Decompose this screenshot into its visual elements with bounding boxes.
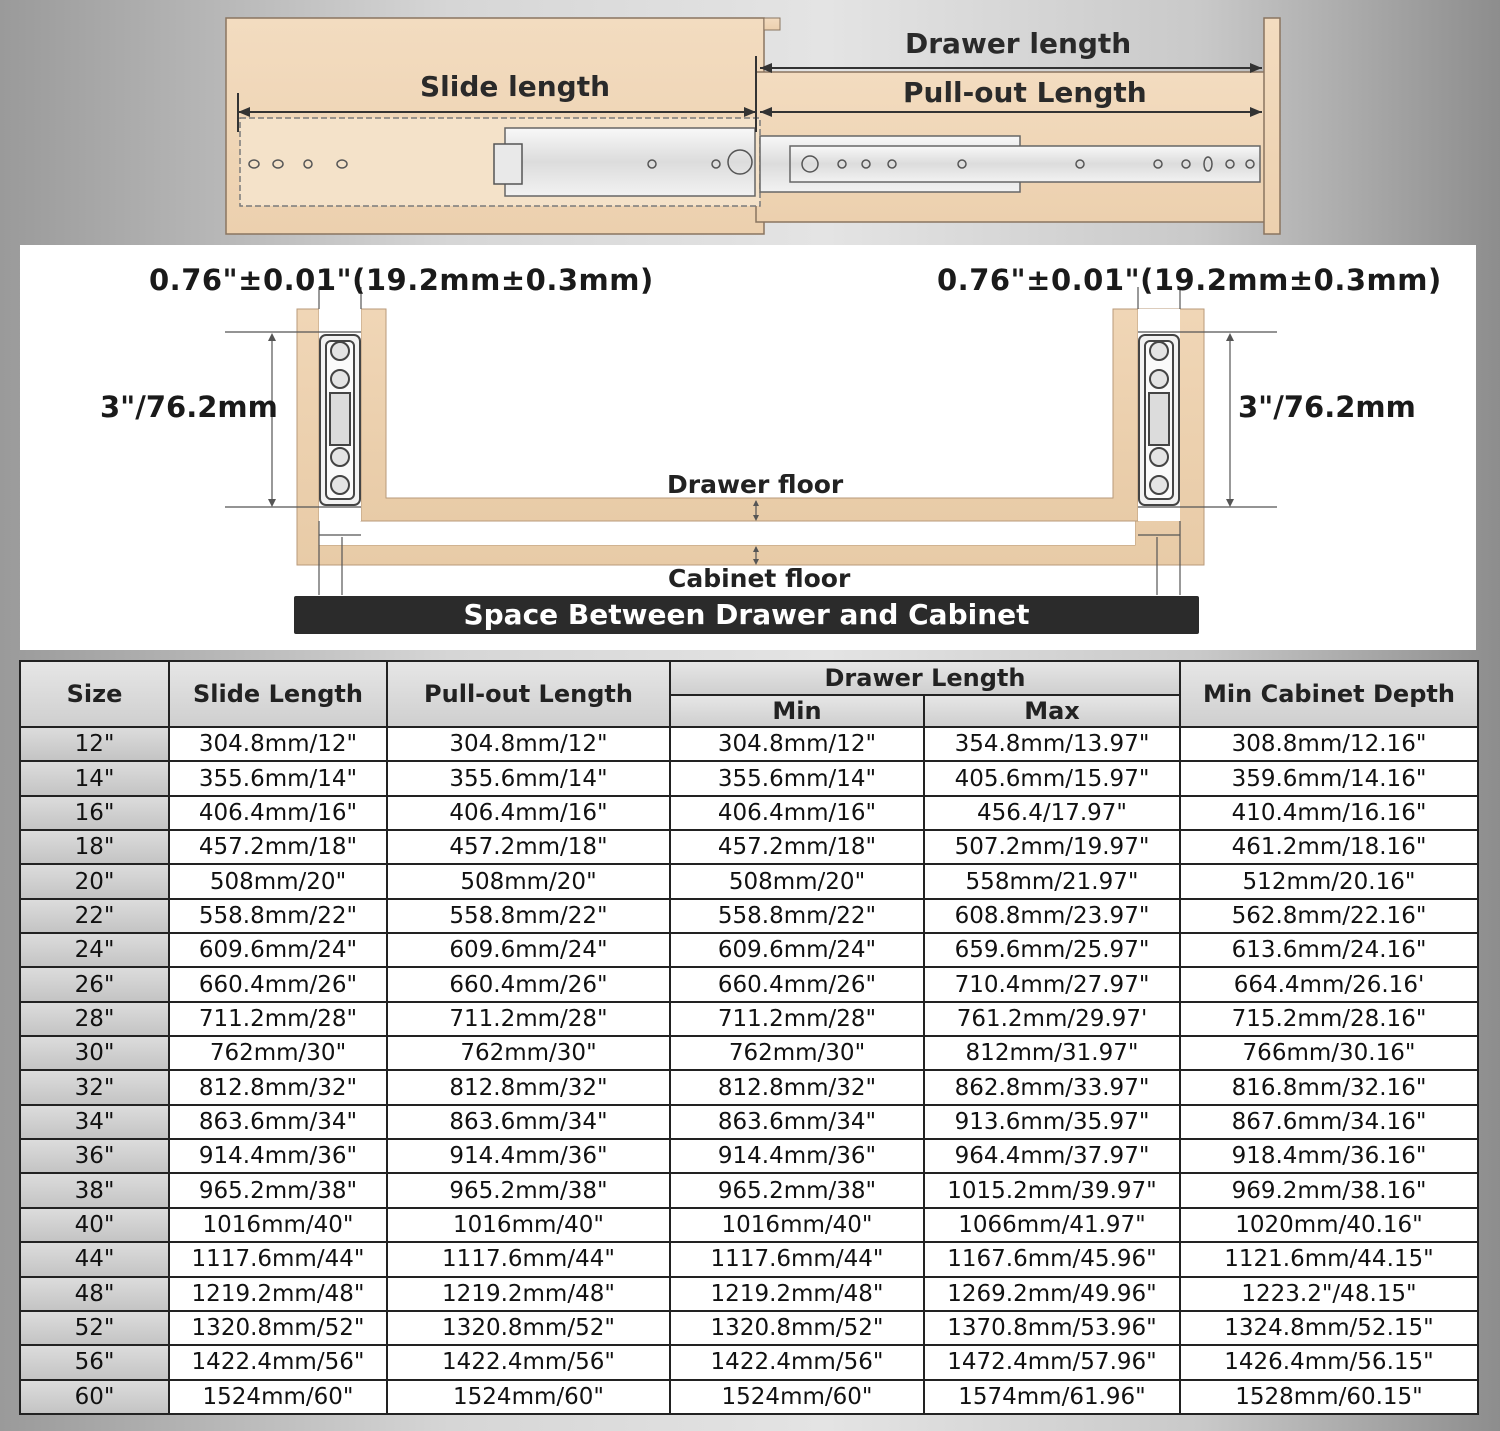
cabinet-floor-label: Cabinet floor — [668, 564, 851, 593]
size-cell: 48" — [20, 1277, 169, 1311]
size-cell: 56" — [20, 1345, 169, 1379]
min-cabinet-depth-cell: 918.4mm/36.16" — [1180, 1139, 1478, 1173]
min-cabinet-depth-cell: 1426.4mm/56.15" — [1180, 1345, 1478, 1379]
min-cabinet-depth-cell: 461.2mm/18.16" — [1180, 830, 1478, 864]
drawer-min-cell: 457.2mm/18" — [670, 830, 924, 864]
drawer-min-cell: 355.6mm/14" — [670, 761, 924, 795]
pullout-length-cell: 914.4mm/36" — [387, 1139, 670, 1173]
min-cabinet-depth-cell: 969.2mm/38.16" — [1180, 1173, 1478, 1207]
slide-length-cell: 711.2mm/28" — [169, 1002, 387, 1036]
drawer-min-cell: 1016mm/40" — [670, 1208, 924, 1242]
size-cell: 16" — [20, 796, 169, 830]
drawer-min-cell: 914.4mm/36" — [670, 1139, 924, 1173]
drawer-max-cell: 456.4/17.97" — [924, 796, 1180, 830]
table-row — [20, 1002, 1478, 1036]
drawer-min-cell: 1422.4mm/56" — [670, 1345, 924, 1379]
size-cell: 26" — [20, 967, 169, 1001]
slide-length-cell: 609.6mm/24" — [169, 933, 387, 967]
size-cell: 14" — [20, 761, 169, 795]
drawer-min-cell: 406.4mm/16" — [670, 796, 924, 830]
header-drawer-max: Max — [924, 695, 1180, 727]
drawer-max-cell: 1472.4mm/57.96" — [924, 1345, 1180, 1379]
header-slide-length: Slide Length — [169, 661, 387, 727]
pullout-length-cell: 508mm/20" — [387, 864, 670, 898]
drawer-min-cell: 1219.2mm/48" — [670, 1277, 924, 1311]
size-cell: 38" — [20, 1173, 169, 1207]
pullout-length-cell: 609.6mm/24" — [387, 933, 670, 967]
slide-length-label: Slide length — [420, 70, 611, 103]
table-row — [20, 1036, 1478, 1070]
pullout-length-cell: 1016mm/40" — [387, 1208, 670, 1242]
spec-table-body — [20, 727, 1478, 1414]
slide-length-diagram — [0, 0, 1500, 240]
min-cabinet-depth-cell: 816.8mm/32.16" — [1180, 1070, 1478, 1104]
min-cabinet-depth-cell: 1020mm/40.16" — [1180, 1208, 1478, 1242]
table-row — [20, 1173, 1478, 1207]
left-clearance-label: 0.76"±0.01"(19.2mm±0.3mm) — [149, 263, 654, 297]
size-cell: 34" — [20, 1105, 169, 1139]
table-row — [20, 727, 1478, 761]
drawer-max-cell: 405.6mm/15.97" — [924, 761, 1180, 795]
slide-length-cell: 965.2mm/38" — [169, 1173, 387, 1207]
size-cell: 30" — [20, 1036, 169, 1070]
table-row — [20, 1277, 1478, 1311]
drawer-max-cell: 1269.2mm/49.96" — [924, 1277, 1180, 1311]
table-row — [20, 1380, 1478, 1414]
slide-length-cell: 914.4mm/36" — [169, 1139, 387, 1173]
table-row — [20, 1139, 1478, 1173]
pullout-length-cell: 1117.6mm/44" — [387, 1242, 670, 1276]
slide-length-cell: 355.6mm/14" — [169, 761, 387, 795]
drawer-max-cell: 862.8mm/33.97" — [924, 1070, 1180, 1104]
min-cabinet-depth-cell: 664.4mm/26.16' — [1180, 967, 1478, 1001]
slide-length-cell: 1117.6mm/44" — [169, 1242, 387, 1276]
slide-length-cell: 558.8mm/22" — [169, 899, 387, 933]
drawer-floor-label: Drawer floor — [667, 470, 844, 499]
drawer-max-cell: 1167.6mm/45.96" — [924, 1242, 1180, 1276]
cross-section-panel — [20, 245, 1476, 650]
pullout-length-cell: 1219.2mm/48" — [387, 1277, 670, 1311]
table-row — [20, 1242, 1478, 1276]
table-row — [20, 1105, 1478, 1139]
space-banner: Space Between Drawer and Cabinet — [294, 596, 1199, 634]
size-cell: 18" — [20, 830, 169, 864]
drawer-min-cell: 304.8mm/12" — [670, 727, 924, 761]
min-cabinet-depth-cell: 512mm/20.16" — [1180, 864, 1478, 898]
header-min-cabinet-depth: Min Cabinet Depth — [1180, 661, 1478, 727]
pullout-length-label: Pull-out Length — [903, 76, 1147, 109]
pullout-length-cell: 812.8mm/32" — [387, 1070, 670, 1104]
table-row — [20, 899, 1478, 933]
drawer-max-cell: 812mm/31.97" — [924, 1036, 1180, 1070]
slide-length-illustration — [0, 0, 1500, 240]
slide-length-cell: 508mm/20" — [169, 864, 387, 898]
pullout-length-cell: 457.2mm/18" — [387, 830, 670, 864]
min-cabinet-depth-cell: 562.8mm/22.16" — [1180, 899, 1478, 933]
pullout-length-cell: 1524mm/60" — [387, 1380, 670, 1414]
drawer-max-cell: 558mm/21.97" — [924, 864, 1180, 898]
table-row — [20, 933, 1478, 967]
size-cell: 36" — [20, 1139, 169, 1173]
pullout-length-cell: 660.4mm/26" — [387, 967, 670, 1001]
pullout-length-cell: 762mm/30" — [387, 1036, 670, 1070]
min-cabinet-depth-cell: 410.4mm/16.16" — [1180, 796, 1478, 830]
table-row — [20, 761, 1478, 795]
slide-length-cell: 1016mm/40" — [169, 1208, 387, 1242]
slide-length-cell: 762mm/30" — [169, 1036, 387, 1070]
drawer-min-cell: 660.4mm/26" — [670, 967, 924, 1001]
table-row — [20, 967, 1478, 1001]
size-cell: 44" — [20, 1242, 169, 1276]
table-row — [20, 796, 1478, 830]
slide-length-cell: 1320.8mm/52" — [169, 1311, 387, 1345]
drawer-max-cell: 1015.2mm/39.97" — [924, 1173, 1180, 1207]
drawer-max-cell: 1574mm/61.96" — [924, 1380, 1180, 1414]
min-cabinet-depth-cell: 613.6mm/24.16" — [1180, 933, 1478, 967]
drawer-min-cell: 863.6mm/34" — [670, 1105, 924, 1139]
size-cell: 60" — [20, 1380, 169, 1414]
right-clearance-label: 0.76"±0.01"(19.2mm±0.3mm) — [937, 263, 1442, 297]
drawer-max-cell: 1370.8mm/53.96" — [924, 1311, 1180, 1345]
slide-length-cell: 812.8mm/32" — [169, 1070, 387, 1104]
min-cabinet-depth-cell: 359.6mm/14.16" — [1180, 761, 1478, 795]
size-cell: 32" — [20, 1070, 169, 1104]
slide-length-cell: 1524mm/60" — [169, 1380, 387, 1414]
drawer-min-cell: 762mm/30" — [670, 1036, 924, 1070]
size-cell: 22" — [20, 899, 169, 933]
min-cabinet-depth-cell: 308.8mm/12.16" — [1180, 727, 1478, 761]
slide-length-cell: 660.4mm/26" — [169, 967, 387, 1001]
left-height-label: 3"/76.2mm — [100, 390, 278, 424]
size-cell: 28" — [20, 1002, 169, 1036]
drawer-max-cell: 608.8mm/23.97" — [924, 899, 1180, 933]
min-cabinet-depth-cell: 1121.6mm/44.15" — [1180, 1242, 1478, 1276]
header-pullout-length: Pull-out Length — [387, 661, 670, 727]
table-row — [20, 1208, 1478, 1242]
table-row — [20, 864, 1478, 898]
slide-length-cell: 304.8mm/12" — [169, 727, 387, 761]
pullout-length-cell: 1320.8mm/52" — [387, 1311, 670, 1345]
table-row — [20, 1345, 1478, 1379]
drawer-min-cell: 1320.8mm/52" — [670, 1311, 924, 1345]
table-row — [20, 1070, 1478, 1104]
drawer-min-cell: 711.2mm/28" — [670, 1002, 924, 1036]
slide-length-cell: 1219.2mm/48" — [169, 1277, 387, 1311]
drawer-max-cell: 761.2mm/29.97' — [924, 1002, 1180, 1036]
drawer-max-cell: 507.2mm/19.97" — [924, 830, 1180, 864]
drawer-max-cell: 964.4mm/37.97" — [924, 1139, 1180, 1173]
size-spec-table — [19, 660, 1479, 1415]
size-cell: 20" — [20, 864, 169, 898]
min-cabinet-depth-cell: 1528mm/60.15" — [1180, 1380, 1478, 1414]
size-cell: 12" — [20, 727, 169, 761]
min-cabinet-depth-cell: 715.2mm/28.16" — [1180, 1002, 1478, 1036]
drawer-min-cell: 965.2mm/38" — [670, 1173, 924, 1207]
drawer-max-cell: 1066mm/41.97" — [924, 1208, 1180, 1242]
slide-length-cell: 863.6mm/34" — [169, 1105, 387, 1139]
pullout-length-cell: 1422.4mm/56" — [387, 1345, 670, 1379]
drawer-max-cell: 354.8mm/13.97" — [924, 727, 1180, 761]
pullout-length-cell: 406.4mm/16" — [387, 796, 670, 830]
drawer-min-cell: 1117.6mm/44" — [670, 1242, 924, 1276]
drawer-max-cell: 659.6mm/25.97" — [924, 933, 1180, 967]
drawer-min-cell: 508mm/20" — [670, 864, 924, 898]
slide-length-cell: 1422.4mm/56" — [169, 1345, 387, 1379]
min-cabinet-depth-cell: 1223.2"/48.15" — [1180, 1277, 1478, 1311]
drawer-min-cell: 609.6mm/24" — [670, 933, 924, 967]
size-cell: 24" — [20, 933, 169, 967]
min-cabinet-depth-cell: 766mm/30.16" — [1180, 1036, 1478, 1070]
slide-length-cell: 406.4mm/16" — [169, 796, 387, 830]
drawer-min-cell: 1524mm/60" — [670, 1380, 924, 1414]
table-row — [20, 1311, 1478, 1345]
drawer-min-cell: 812.8mm/32" — [670, 1070, 924, 1104]
right-height-label: 3"/76.2mm — [1238, 390, 1416, 424]
drawer-length-label: Drawer length — [905, 27, 1132, 60]
drawer-max-cell: 913.6mm/35.97" — [924, 1105, 1180, 1139]
drawer-max-cell: 710.4mm/27.97" — [924, 967, 1180, 1001]
size-cell: 52" — [20, 1311, 169, 1345]
drawer-min-cell: 558.8mm/22" — [670, 899, 924, 933]
pullout-length-cell: 304.8mm/12" — [387, 727, 670, 761]
pullout-length-cell: 965.2mm/38" — [387, 1173, 670, 1207]
table-row — [20, 830, 1478, 864]
size-cell: 40" — [20, 1208, 169, 1242]
min-cabinet-depth-cell: 867.6mm/34.16" — [1180, 1105, 1478, 1139]
header-size: Size — [20, 661, 169, 727]
pullout-length-cell: 558.8mm/22" — [387, 899, 670, 933]
pullout-length-cell: 711.2mm/28" — [387, 1002, 670, 1036]
pullout-length-cell: 355.6mm/14" — [387, 761, 670, 795]
header-drawer-length: Drawer Length — [670, 661, 1180, 695]
header-drawer-min: Min — [670, 695, 924, 727]
pullout-length-cell: 863.6mm/34" — [387, 1105, 670, 1139]
slide-length-cell: 457.2mm/18" — [169, 830, 387, 864]
min-cabinet-depth-cell: 1324.8mm/52.15" — [1180, 1311, 1478, 1345]
